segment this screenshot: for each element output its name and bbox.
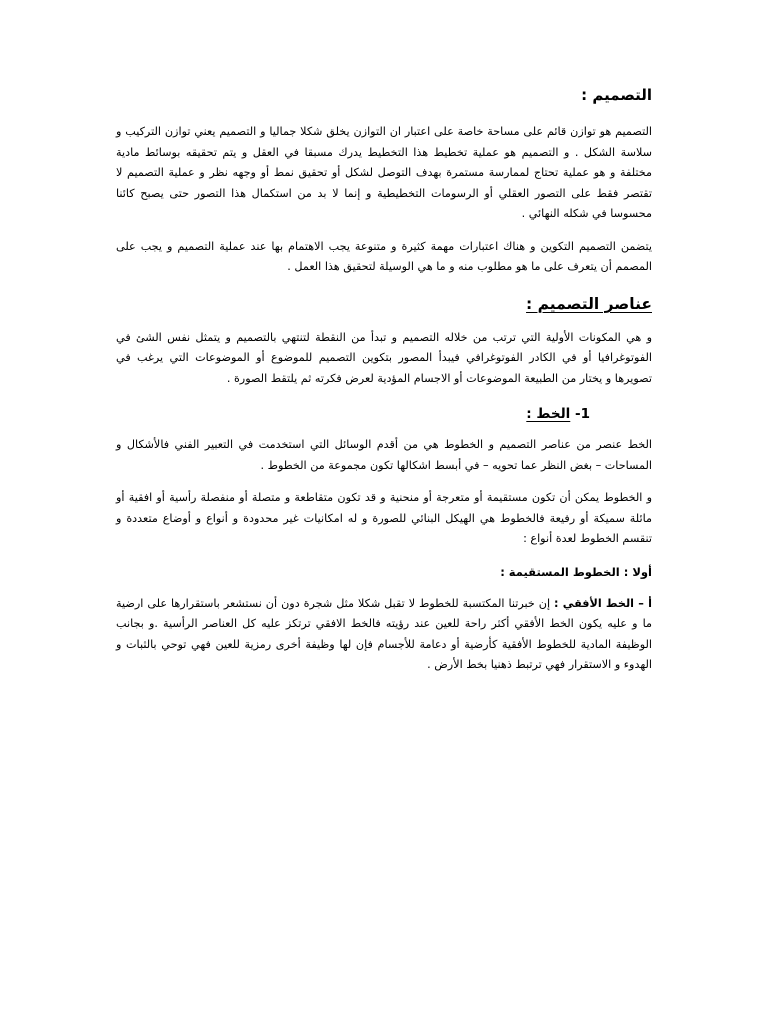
sub-heading: أولا : الخطوط المستقيمة : bbox=[500, 564, 652, 579]
paragraph-line-types: و الخطوط يمكن أن تكون مستقيمة أو متعرجة أو منحنية و قد تكون متقاطعة و متصلة أو منفصلة رأسية أو افقية أو مائلة سميكة أو رفيعة فالخطوط هي الهيكل البنائي للصورة و له امكانيات غير محدودة و أنواع و أوضاع متعددة و تنقسم الخطوط لعدة أنواع : bbox=[116, 491, 652, 545]
paragraph-definition: التصميم هو توازن قائم على مساحة خاصة على اعتبار ان التوازن يخلق شكلا جماليا و التصميم يعني توازن التركيب و سلاسة الشكل . و التصميم هو عملية تخطيط هذا التخطيط يدرك مسبقا في العقل و يتم تحقيقه بوسائط مادية مختلفة و هو عملية تحتاج لممارسة مستمرة بهدف التوصل لشكل أو تحقيق نمط أو وجهه نظر و عملية التصميم لا تقتصر فقط على التصور العقلي أو الرسومات التخطيطية و إنما لا بد من استكمال هذا التصور حتى يصبح كائنا محسوسا في شكله النهائي . bbox=[116, 125, 652, 220]
paragraph-horizontal-line bbox=[116, 594, 652, 676]
subsection-number: 1- bbox=[574, 406, 590, 422]
paragraph-line: الخط عنصر من عناصر التصميم و الخطوط هي من أقدم الوسائل التي استخدمت في التعبير الفني فالأشكال و المساحات – بغض النظر عما تحويه – في أبسط اشكالها تكون مجموعة من الخطوط . bbox=[116, 438, 652, 472]
paragraph-body: إن خبرتنا المكتسبة للخطوط لا تقبل شكلا مثل شجرة دون أن نستشعر باستقرارها على ارضية ما و عليه يكون الخط الأفقي أكثر راحة للعين عند رؤيته فالخط الافقي ترتكز عليه كل العناصر الرأسية .و بجانب الوظيفة المادية للخطوط الأفقية كأرضية أو دعامة للأجسام فإن لها وظيفة أخرى رمزية للعين فهي توحي بالثبات و الهدوء و الاستقرار فهي ترتبط ذهنيا بخط الأرض . bbox=[116, 596, 652, 671]
document-page bbox=[116, 84, 652, 688]
paragraph-elements: و هي المكونات الأولية التي ترتب من خلاله التصميم و تبدأ من النقطة لتنتهي بالتصميم و يتمثل نفس الشئ في الفوتوغرافيا أو في الكادر الفوتوغرافي فيبدأ المصور بتكوين التصميم للموضوع أو الموضوعات التي يرغب في تصويرها و يختار من الطبيعة الموضوعات أو الاجسام المؤدية لعرض فكرته ثم يلتقط الصورة . bbox=[116, 330, 652, 385]
section-title-text: عناصر التصميم : bbox=[526, 294, 652, 313]
paragraph-composition: يتضمن التصميم التكوين و هناك اعتبارات مهمة كثيرة و متنوعة يجب الاهتمام بها عند عملية التصميم و يجب على المصمم أن يتعرف على ما هو مطلوب منه و ما هي الوسيلة لتحقيق هذا العمل . bbox=[116, 239, 652, 273]
paragraph-lead: أ – الخط الأفقي : bbox=[554, 596, 653, 610]
page-title: التصميم : bbox=[581, 86, 652, 104]
subsection-title-text: الخط : bbox=[526, 406, 571, 422]
section-title bbox=[116, 292, 652, 316]
subsection-title bbox=[116, 403, 652, 425]
